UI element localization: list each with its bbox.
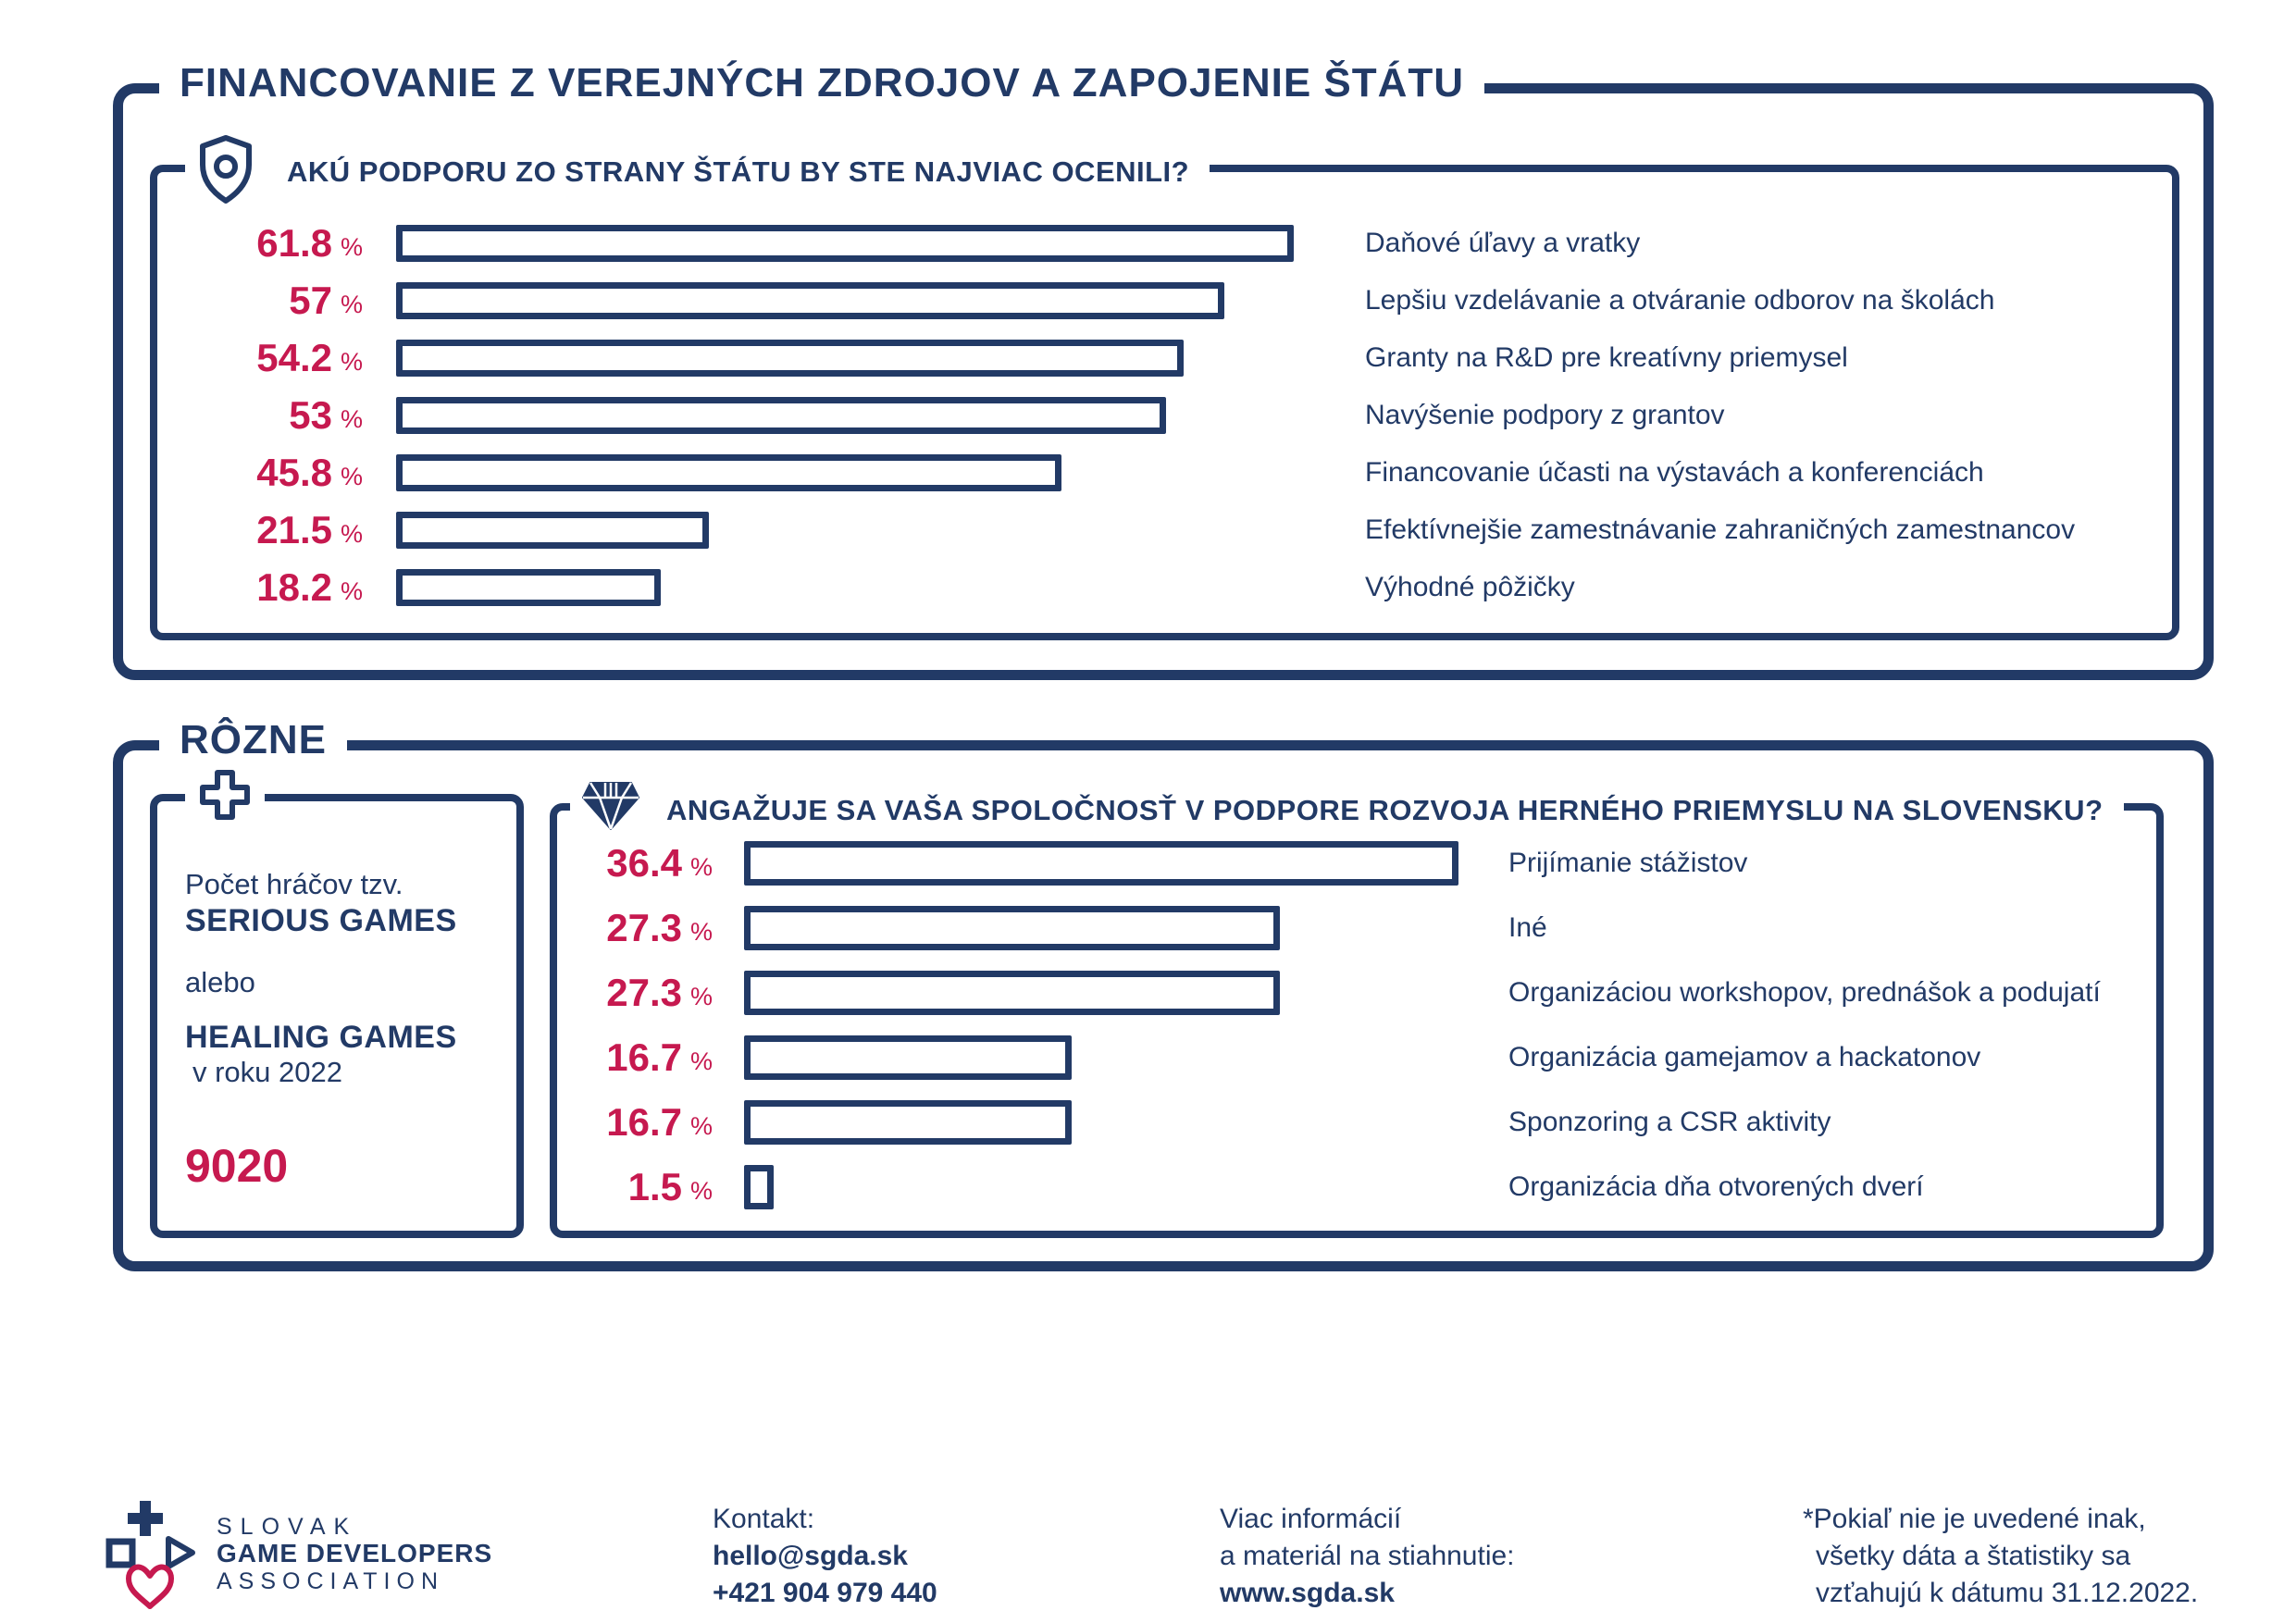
- stat-line-4: HEALING GAMES: [185, 1020, 457, 1055]
- percent-sign: %: [340, 519, 363, 548]
- percent-value: [557, 971, 713, 1015]
- percent-value: [157, 393, 363, 437]
- square-icon: [109, 1542, 132, 1565]
- percent-value: [157, 451, 363, 494]
- percent-number: 1.5: [627, 1165, 682, 1208]
- footer-note: [1803, 1501, 2198, 1612]
- percent-value: [157, 221, 363, 265]
- percent-number: 27.3: [606, 906, 682, 949]
- chart-row: [557, 1165, 2156, 1209]
- bar: [396, 397, 1166, 434]
- percent-number: 16.7: [606, 1035, 682, 1079]
- bar-label: Organizácia dňa otvorených dverí: [1508, 1171, 1924, 1202]
- bar: [744, 841, 1458, 886]
- percent-value: [557, 1035, 713, 1080]
- percent-number: 45.8: [256, 451, 332, 494]
- chart-row: [157, 393, 2172, 437]
- question-panel-state-support: [150, 155, 2179, 640]
- chart-row: [557, 1100, 2156, 1145]
- footer-contact: [713, 1501, 937, 1612]
- bar: [396, 569, 661, 606]
- more-info-line-1: Viac informácií: [1220, 1504, 1402, 1534]
- percent-number: 16.7: [606, 1100, 682, 1144]
- percent-value: [557, 841, 713, 886]
- chart-1-title: AKÚ PODPORU ZO STRANY ŠTÁTU BY STE NAJVIAC OCENILI?: [267, 146, 1210, 198]
- shield-icon: [185, 130, 267, 209]
- percent-sign: %: [689, 982, 713, 1010]
- bar: [396, 512, 709, 549]
- bar-label: Efektívnejšie zamestnávanie zahraničných zamestnancov: [1365, 514, 2076, 545]
- note-line-1: *Pokiaľ nie je uvedené inak,: [1803, 1504, 2146, 1534]
- chart-row: [157, 565, 2172, 609]
- footer-more-info: [1220, 1501, 1515, 1612]
- bar: [396, 454, 1061, 491]
- stat-line-2: SERIOUS GAMES: [185, 903, 457, 938]
- bar: [744, 1035, 1072, 1080]
- bar-label: Organizáciou workshopov, prednášok a podujatí: [1508, 977, 2101, 1008]
- bar: [744, 1165, 774, 1209]
- chart-row: [557, 971, 2156, 1015]
- bar-label: Organizácia gamejamov a hackatonov: [1508, 1042, 1981, 1072]
- percent-sign: %: [689, 1111, 713, 1140]
- percent-sign: %: [340, 404, 363, 433]
- bar-label: Prijímanie stážistov: [1508, 848, 1748, 878]
- triangle-icon: [168, 1539, 192, 1567]
- percent-value: [557, 906, 713, 950]
- bar: [744, 971, 1280, 1015]
- percent-value: [157, 279, 363, 322]
- chart-2-title: ANGAŽUJE SA VAŠA SPOLOČNOSŤ V PODPORE ROZVOJA HERNÉHO PRIEMYSLU NA SLOVENSKU?: [646, 785, 2124, 836]
- heart-icon: [129, 1567, 171, 1606]
- stat-box-serious-games: [150, 794, 524, 1238]
- bar: [744, 1100, 1072, 1145]
- percent-value: [557, 1165, 713, 1209]
- bar-label: Lepšiu vzdelávanie a otváranie odborov na školách: [1365, 285, 1995, 316]
- logo-line-1: SLOVAK: [217, 1514, 358, 1540]
- bar-label: Daňové úľavy a vratky: [1365, 228, 1641, 258]
- percent-sign: %: [340, 232, 363, 261]
- logo-line-2: GAME DEVELOPERS: [217, 1539, 493, 1567]
- percent-sign: %: [340, 347, 363, 376]
- percent-number: 21.5: [256, 508, 332, 551]
- stat-value: 9020: [185, 1140, 289, 1192]
- stat-line-5: v roku 2022: [192, 1056, 342, 1088]
- percent-sign: %: [340, 462, 363, 490]
- percent-number: 27.3: [606, 971, 682, 1014]
- bar-label: Výhodné pôžičky: [1365, 572, 1575, 602]
- chart-row: [557, 1035, 2156, 1080]
- percent-number: 61.8: [256, 221, 332, 265]
- plus-icon: [128, 1501, 163, 1536]
- stat-line-3: alebo: [185, 966, 255, 998]
- percent-value: [157, 565, 363, 609]
- contact-email: hello@sgda.sk: [713, 1541, 908, 1571]
- percent-value: [557, 1100, 713, 1145]
- percent-number: 53: [289, 393, 332, 437]
- note-line-3: vzťahujú k dátumu 31.12.2022.: [1816, 1578, 2199, 1608]
- logo-line-3: ASSOCIATION: [217, 1568, 445, 1594]
- chart-row: [157, 508, 2172, 551]
- percent-sign: %: [689, 1176, 713, 1205]
- medical-cross-icon: [185, 762, 265, 827]
- bar: [396, 282, 1224, 319]
- diamond-icon: [570, 774, 652, 838]
- chart-row: [157, 336, 2172, 379]
- percent-sign: %: [340, 576, 363, 605]
- percent-sign: %: [689, 917, 713, 946]
- percent-sign: %: [340, 290, 363, 318]
- note-line-2: všetky dáta a štatistiky sa: [1816, 1541, 2131, 1571]
- sgda-logo-icons: [98, 1492, 202, 1612]
- bar-label: Granty na R&D pre kreatívny priemysel: [1365, 342, 1848, 373]
- percent-sign: %: [689, 852, 713, 881]
- page-title: FINANCOVANIE Z VEREJNÝCH ZDROJOV A ZAPOJENIE ŠTÁTU: [159, 52, 1484, 115]
- chart-row: [157, 279, 2172, 322]
- chart-row: [557, 841, 2156, 886]
- more-info-website: www.sgda.sk: [1220, 1578, 1395, 1608]
- percent-number: 18.2: [256, 565, 332, 609]
- contact-phone: +421 904 979 440: [713, 1578, 937, 1608]
- question-panel-industry-support: [550, 794, 2164, 1238]
- percent-value: [157, 508, 363, 551]
- percent-number: 54.2: [256, 336, 332, 379]
- section2-title: RÔZNE: [159, 709, 347, 772]
- percent-value: [157, 336, 363, 379]
- more-info-line-2: a materiál na stiahnutie:: [1220, 1541, 1515, 1571]
- chart-row: [557, 906, 2156, 950]
- bar-label: Navýšenie podpory z grantov: [1365, 400, 1725, 430]
- bar: [396, 225, 1294, 262]
- percent-number: 36.4: [606, 841, 682, 885]
- chart-row: [157, 451, 2172, 494]
- bar-label: Financovanie účasti na výstavách a konferenciách: [1365, 457, 1984, 488]
- bar: [744, 906, 1280, 950]
- stat-line-1: Počet hráčov tzv.: [185, 868, 403, 900]
- percent-sign: %: [689, 1047, 713, 1075]
- contact-heading: Kontakt:: [713, 1504, 815, 1534]
- bar: [396, 340, 1184, 377]
- percent-number: 57: [289, 279, 332, 322]
- bar-label: Iné: [1508, 912, 1547, 943]
- chart-row: [157, 221, 2172, 265]
- bar-label: Sponzoring a CSR aktivity: [1508, 1107, 1831, 1137]
